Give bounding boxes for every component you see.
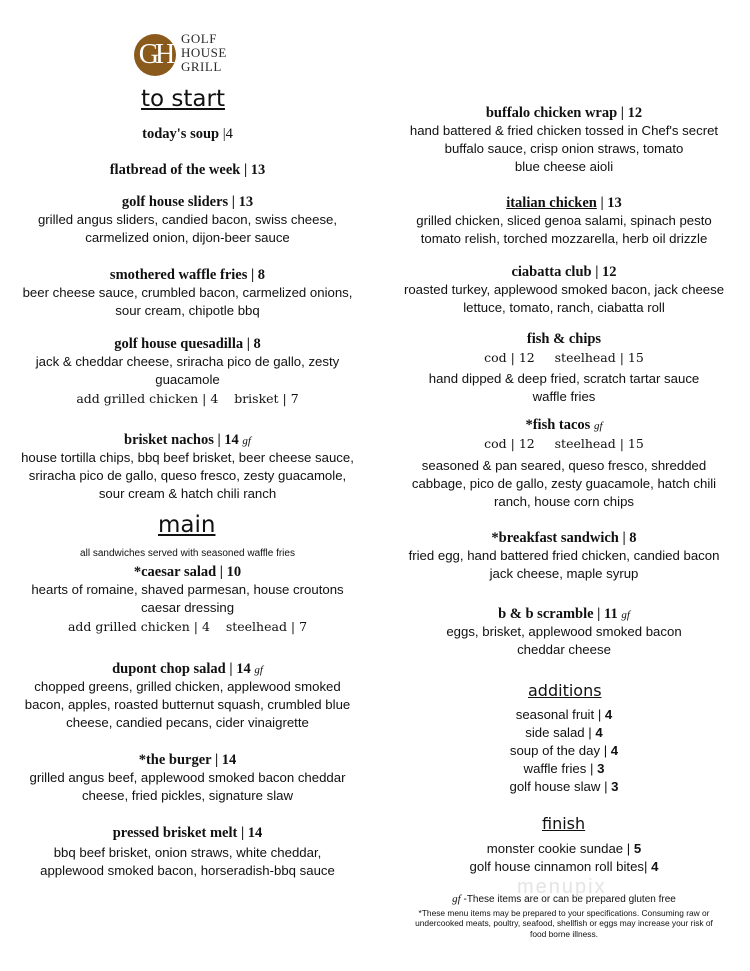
ciabatta-club-description: roasted turkey, applewood smoked bacon, jack cheese <box>403 282 725 297</box>
italian-chicken-description: grilled chicken, sliced genoa salami, spinach pesto <box>416 213 712 228</box>
breakfast-sandwich-description: jack cheese, maple syrup <box>489 566 639 581</box>
caesar-description: hearts of romaine, shaved parmesan, house croutons <box>31 582 344 597</box>
buffalo-wrap-description: hand battered & fried chicken tossed in Chef's secret <box>409 123 719 138</box>
menu-item-quesadilla: golf house quesadilla | 8 <box>114 336 261 352</box>
menu-item-brisket-melt: pressed brisket melt | 14 <box>112 825 263 841</box>
watermark: menupix <box>517 876 607 898</box>
finish-item: golf house cinnamon roll bites| 4 <box>469 859 659 874</box>
waffle-fries-description: sour cream, chipotle bbq <box>115 303 260 318</box>
disclaimer-line: food borne illness. <box>530 929 598 939</box>
menu-item-waffle-fries: smothered waffle fries | 8 <box>109 267 266 283</box>
gluten-free-mark: gf <box>593 420 603 432</box>
italian-chicken-description: tomato relish, torched mozzarella, herb oil drizzle <box>420 231 708 246</box>
nachos-description: house tortilla chips, bbq beef brisket, beer cheese sauce, <box>21 450 354 465</box>
fish-chips-description: hand dipped & deep fried, scratch tartar sauce <box>428 371 700 386</box>
chop-salad-description: bacon, apples, roasted butternut squash, crumbled blue <box>24 697 351 712</box>
menu-item-caesar: *caesar salad | 10 <box>133 564 242 580</box>
scramble-description: eggs, brisket, applewood smoked bacon <box>446 624 682 639</box>
gluten-free-mark: gf <box>254 664 263 676</box>
waffle-fries-description: beer cheese sauce, crumbled bacon, carmelized onions, <box>22 285 353 300</box>
section-heading-finish: finish <box>542 814 586 833</box>
addition-item: golf house slaw | 3 <box>509 779 619 794</box>
menu-item-buffalo-wrap: buffalo chicken wrap | 12 <box>485 105 643 121</box>
quesadilla-description: guacamole <box>155 372 220 387</box>
menu-item-ciabatta-club: ciabatta club | 12 <box>511 264 617 280</box>
menu-item-fish-tacos: *fish tacos gf <box>525 417 603 433</box>
fish-tacos-description: cabbage, pico de gallo, zesty guacamole, hatch chili <box>411 476 717 491</box>
menu-item-breakfast-sandwich: *breakfast sandwich | 8 <box>491 530 637 546</box>
menu-item-sliders: golf house sliders | 13 <box>121 194 254 210</box>
chop-salad-description: chopped greens, grilled chicken, applewood smoked <box>34 679 341 694</box>
fish-chips-options: cod | 12 steelhead | 15 <box>484 350 644 365</box>
fish-tacos-description: ranch, house corn chips <box>493 494 634 509</box>
menu-item-fish-chips: fish & chips <box>526 331 602 347</box>
addition-item: side salad | 4 <box>525 725 603 740</box>
caesar-addons: add grilled chicken | 4 steelhead | 7 <box>67 619 308 634</box>
logo-monogram: GH <box>134 34 176 76</box>
scramble-description: cheddar cheese <box>517 642 611 657</box>
brisket-melt-description: bbq beef brisket, onion straws, white cheddar, <box>53 845 322 860</box>
addition-item: waffle fries | 3 <box>523 761 605 776</box>
logo-wordmark: GOLF HOUSE GRILL <box>181 31 227 74</box>
chop-salad-description: cheese, candied pecans, cider vinaigrette <box>66 715 309 730</box>
buffalo-wrap-description: blue cheese aioli <box>514 159 614 174</box>
sliders-description: carmelized onion, dijon-beer sauce <box>85 230 290 245</box>
addition-item: seasonal fruit | 4 <box>515 707 613 722</box>
burger-description: cheese, fried pickles, signature slaw <box>81 788 294 803</box>
caesar-description: caesar dressing <box>140 600 235 615</box>
disclaimer-line: *These menu items may be prepared to your specifications. Consuming raw or <box>418 908 710 918</box>
gluten-free-mark: gf <box>621 609 630 621</box>
gluten-free-mark: gf <box>242 435 251 447</box>
brisket-melt-description: applewood smoked bacon, horseradish-bbq sauce <box>40 863 335 878</box>
menu-item-nachos: brisket nachos | 14 gf <box>124 432 251 448</box>
section-heading-additions: additions <box>528 681 602 700</box>
ciabatta-club-description: lettuce, tomato, ranch, ciabatta roll <box>463 300 665 315</box>
fish-chips-description: waffle fries <box>532 389 596 404</box>
main-note: all sandwiches served with seasoned waffle fries <box>80 548 295 559</box>
finish-item: monster cookie sundae | 5 <box>486 841 642 856</box>
fish-tacos-options: cod | 12 steelhead | 15 <box>484 436 644 451</box>
quesadilla-description: jack & cheddar cheese, sriracha pico de gallo, zesty <box>35 354 340 369</box>
gluten-free-legend: gf -These items are or can be prepared gluten free <box>452 893 676 905</box>
buffalo-wrap-description: buffalo sauce, crisp onion straws, tomato <box>444 141 684 156</box>
right-column <box>378 0 750 971</box>
breakfast-sandwich-description: fried egg, hand battered fried chicken, candied bacon <box>408 548 720 563</box>
quesadilla-addons: add grilled chicken | 4 brisket | 7 <box>76 391 299 406</box>
section-heading-main: main <box>158 512 216 538</box>
burger-description: grilled angus beef, applewood smoked bacon cheddar <box>29 770 346 785</box>
sliders-description: grilled angus sliders, candied bacon, swiss cheese, <box>37 212 338 227</box>
nachos-description: sriracha pico de gallo, queso fresco, zesty guacamole, <box>28 468 347 483</box>
menu-item-scramble: b & b scramble | 11 gf <box>498 606 630 622</box>
fish-tacos-description: seasoned & pan seared, queso fresco, shredded <box>421 458 707 473</box>
menu-item-italian-chicken: italian chicken | 13 <box>506 195 622 211</box>
nachos-description: sour cream & hatch chili ranch <box>98 486 277 501</box>
menu-item-soup: today's soup |4 <box>142 126 233 142</box>
menu-item-chop-salad: dupont chop salad | 14 gf <box>112 661 263 677</box>
menu-item-burger: *the burger | 14 <box>138 752 237 768</box>
section-heading-to-start: to start <box>141 86 225 112</box>
addition-item: soup of the day | 4 <box>509 743 619 758</box>
disclaimer-line: undercooked meats, poultry, seafood, shellfish or eggs may increase your risk of <box>415 918 713 928</box>
menu-item-flatbread: flatbread of the week | 13 <box>109 162 266 178</box>
